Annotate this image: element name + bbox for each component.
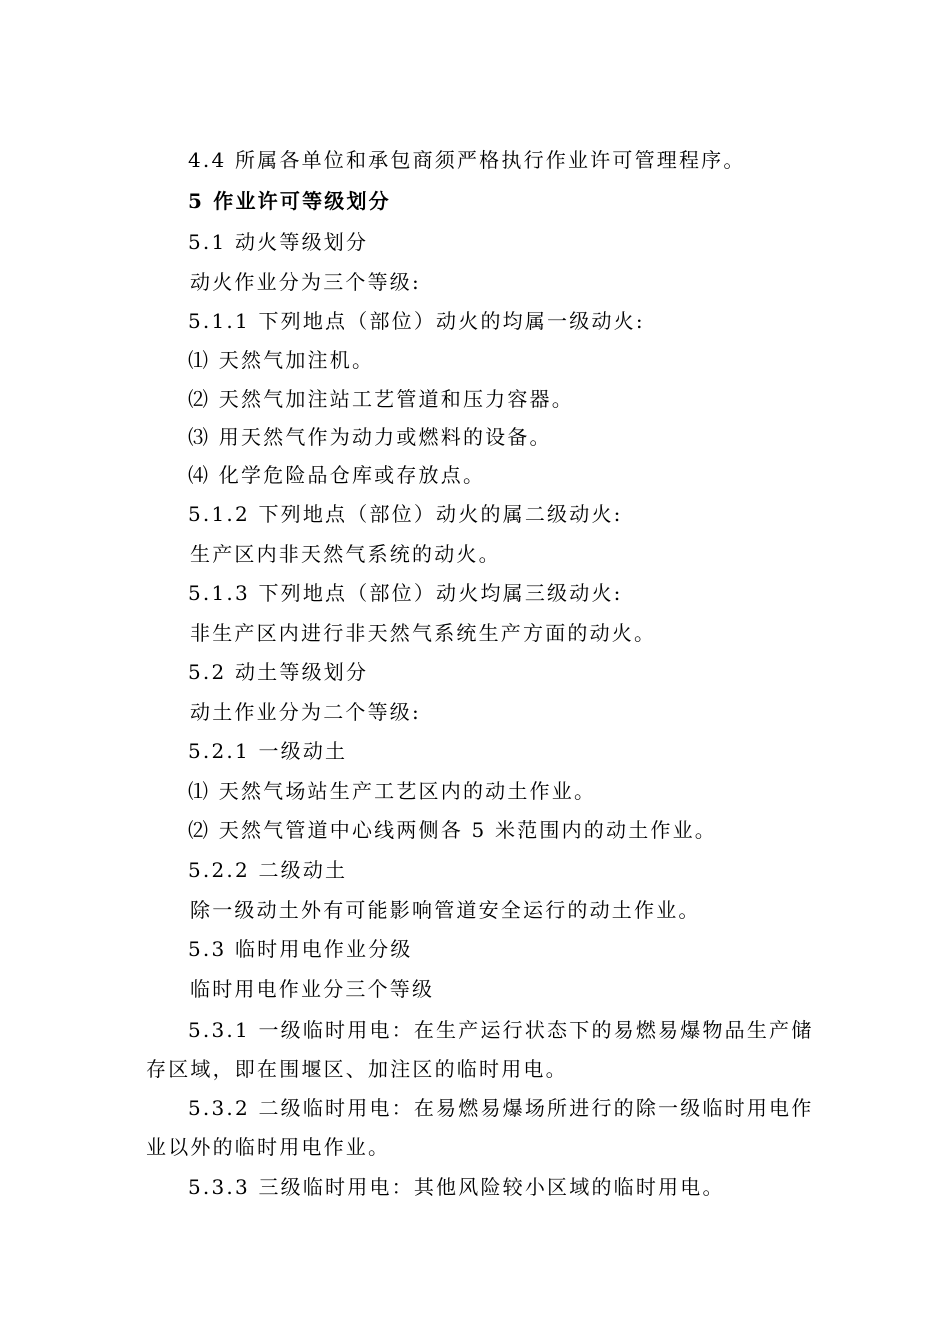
clause-5-2-heading: 5.2 动土等级划分	[188, 660, 369, 684]
clause-5-1-heading: 5.1 动火等级划分	[188, 230, 369, 254]
list-item-5-1-1-a: ⑴ 天然气加注机。	[188, 348, 375, 372]
clause-5-1-2: 5.1.2 下列地点（部位）动火的属二级动火:	[188, 502, 623, 526]
clause-5-1-intro: 动火作业分为三个等级:	[190, 270, 421, 294]
clause-5-3-heading: 5.3 临时用电作业分级	[188, 937, 413, 961]
list-item-5-2-1-b: ⑵ 天然气管道中心线两侧各 5 米范围内的动土作业。	[188, 818, 717, 842]
clause-5-3-2-line-2: 业以外的临时用电作业。	[146, 1135, 391, 1159]
clause-5-3-3: 5.3.3 三级临时用电：其他风险较小区域的临时用电。	[188, 1175, 725, 1199]
list-item-5-1-1-b: ⑵ 天然气加注站工艺管道和压力容器。	[188, 387, 574, 411]
clause-5-1-3: 5.1.3 下列地点（部位）动火均属三级动火:	[188, 581, 623, 605]
list-item-5-1-1-c: ⑶ 用天然气作为动力或燃料的设备。	[188, 425, 552, 449]
clause-5-3-1-line-2: 存区域，即在围堰区、加注区的临时用电。	[146, 1057, 568, 1081]
clause-5-2-1: 5.2.1 一级动土	[188, 739, 348, 763]
section-5-heading: 5 作业许可等级划分	[188, 189, 391, 213]
clause-5-3-1-line-1: 5.3.1 一级临时用电：在生产运行状态下的易燃易爆物品生产储	[188, 1018, 814, 1042]
clause-5-2-intro: 动土作业分为二个等级:	[190, 700, 421, 724]
list-item-5-2-1-a: ⑴ 天然气场站生产工艺区内的动土作业。	[188, 779, 597, 803]
clause-5-1-3-body: 非生产区内进行非天然气系统生产方面的动火。	[190, 621, 657, 645]
clause-5-3-intro: 临时用电作业分三个等级	[190, 977, 435, 1001]
clause-5-2-2-body: 除一级动土外有可能影响管道安全运行的动土作业。	[190, 898, 701, 922]
clause-5-2-2: 5.2.2 二级动土	[188, 858, 348, 882]
list-item-5-1-1-d: ⑷ 化学危险品仓库或存放点。	[188, 463, 486, 487]
clause-5-1-1: 5.1.1 下列地点（部位）动火的均属一级动火:	[188, 309, 645, 333]
clause-5-1-2-body: 生产区内非天然气系统的动火。	[190, 542, 501, 566]
clause-5-3-2-line-1: 5.3.2 二级临时用电：在易燃易爆场所进行的除一级临时用电作	[188, 1096, 814, 1120]
clause-4-4: 4.4 所属各单位和承包商须严格执行作业许可管理程序。	[188, 148, 746, 172]
